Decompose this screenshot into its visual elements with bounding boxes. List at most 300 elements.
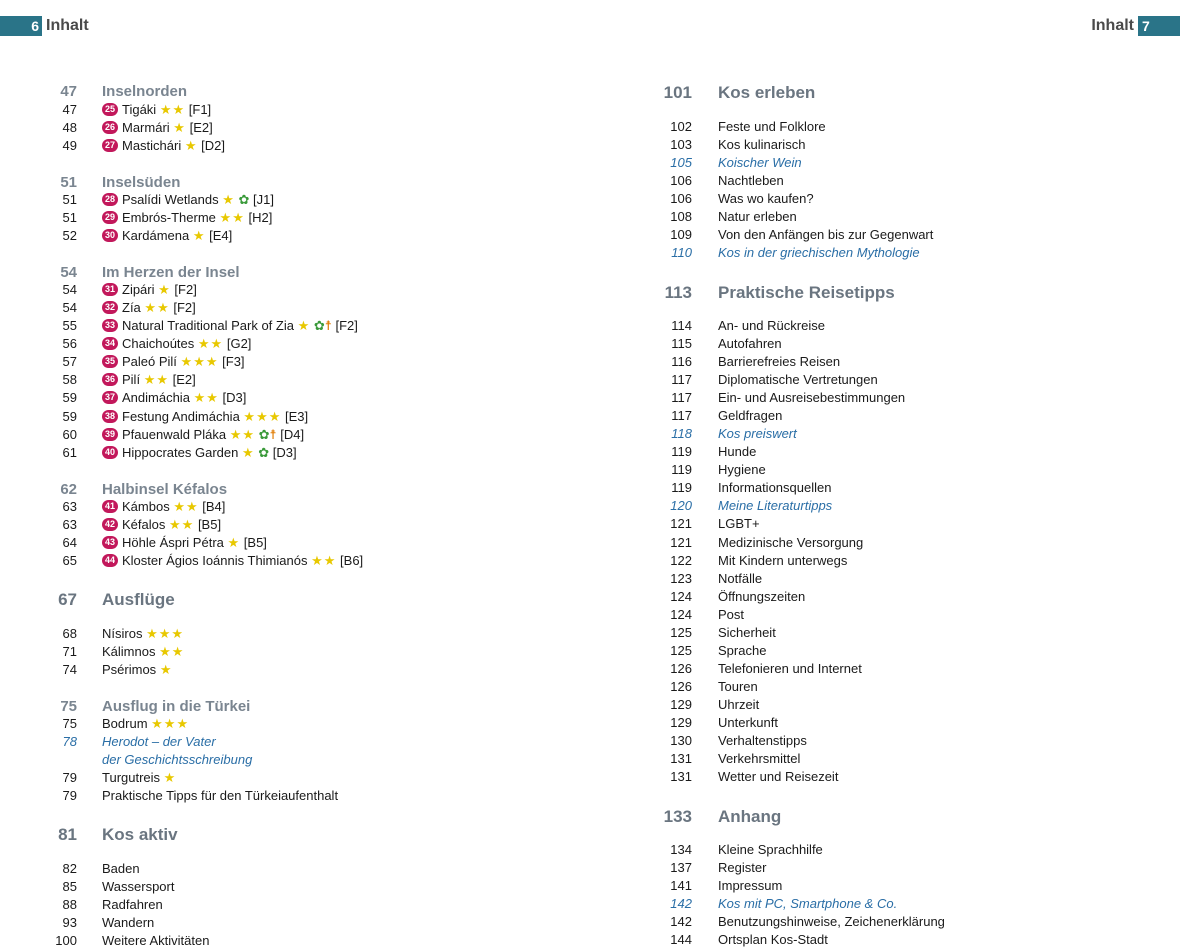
- entry-title-wrap: [718, 118, 826, 136]
- page-number: 47: [60, 83, 77, 100]
- entry-title-wrap: [718, 461, 766, 479]
- entry-title: Wassersport: [102, 879, 175, 894]
- entry-title-wrap: [718, 804, 781, 830]
- rating-stars-icon: ★★: [311, 553, 337, 568]
- map-reference: [B5]: [197, 517, 222, 532]
- entry-title: Kleine Sprachhilfe: [718, 842, 823, 857]
- entry-title: Notfälle: [718, 571, 763, 586]
- entry-title-wrap: [718, 353, 840, 371]
- entry-title-wrap: [718, 660, 862, 678]
- page-number: 119: [671, 444, 692, 459]
- entry-title: Benutzungshinweise, Zeichenerklärung: [718, 914, 945, 929]
- entry-title-wrap: [718, 515, 760, 533]
- entry-title: Hygiene: [718, 462, 766, 477]
- nature-clover-icon: ✿: [258, 427, 270, 442]
- page-number: 68: [62, 626, 77, 641]
- entry-title-wrap: [102, 932, 209, 950]
- entry-title-wrap: [102, 534, 267, 552]
- entry-title-wrap: [102, 643, 184, 661]
- place-number-badge: 30: [102, 229, 118, 242]
- entry-title-wrap: [718, 606, 744, 624]
- page-number: 129: [670, 697, 692, 712]
- entry-title-wrap: [718, 714, 778, 732]
- map-reference: [G2]: [226, 336, 252, 351]
- page-number: 137: [670, 860, 692, 875]
- entry-title-wrap: [102, 317, 358, 335]
- entry-title-wrap: [718, 768, 838, 786]
- place-number-badge: 29: [102, 211, 118, 224]
- entry-title-wrap: [102, 81, 187, 103]
- page-number: 105: [670, 155, 692, 170]
- entry-title: LGBT+: [718, 516, 760, 531]
- page-number: 123: [670, 571, 692, 586]
- entry-title-wrap: [718, 317, 825, 335]
- page-number: 61: [62, 445, 77, 460]
- entry-title-wrap: [102, 498, 225, 516]
- entry-title: Bodrum: [102, 716, 148, 731]
- entry-title-wrap: [718, 678, 758, 696]
- page-number: 125: [670, 643, 692, 658]
- entry-title: Verkehrsmittel: [718, 751, 801, 766]
- entry-title: Marmári: [122, 120, 170, 135]
- entry-title-wrap: [718, 588, 805, 606]
- entry-title-wrap: [102, 661, 172, 679]
- place-number-badge: 35: [102, 355, 118, 368]
- entry-title: Herodot – der Vater: [102, 734, 216, 749]
- entry-title-wrap: [718, 244, 920, 262]
- entry-title-wrap: [102, 227, 232, 245]
- page-number: 65: [62, 553, 77, 568]
- rating-stars-icon: ★★: [169, 517, 195, 532]
- entry-title-wrap: [102, 516, 221, 534]
- rating-stars-icon: ★: [163, 770, 177, 785]
- children-figure-icon: ☨: [324, 318, 332, 333]
- rating-stars-icon: ★★: [193, 390, 219, 405]
- entry-title-wrap: [718, 407, 782, 425]
- page-number: 74: [62, 662, 77, 677]
- entry-title-wrap: [102, 119, 213, 137]
- place-number-badge: 25: [102, 103, 118, 116]
- entry-title-wrap: [718, 389, 905, 407]
- nature-clover-icon: ✿: [313, 318, 325, 333]
- running-head-left: Inhalt: [46, 17, 89, 34]
- page-number: 113: [664, 283, 692, 302]
- place-number-badge: 32: [102, 301, 118, 314]
- entry-title: Diplomatische Vertretungen: [718, 372, 878, 387]
- page-number: 51: [62, 192, 77, 207]
- entry-title-wrap: [102, 408, 308, 426]
- entry-title: An- und Rückreise: [718, 318, 825, 333]
- entry-title-wrap: [718, 154, 802, 172]
- entry-title: Weitere Aktivitäten: [102, 933, 210, 948]
- page-number: 85: [62, 879, 77, 894]
- entry-title-wrap: [718, 877, 782, 895]
- entry-title: Mit Kindern unterwegs: [718, 553, 848, 568]
- rating-stars-icon: ★★: [144, 300, 170, 315]
- entry-title-wrap: [718, 841, 823, 859]
- entry-title: Kos mit PC, Smartphone & Co.: [718, 896, 898, 911]
- entry-title: Höhle Áspri Pétra: [122, 535, 224, 550]
- page-number: 125: [670, 625, 692, 640]
- entry-title-wrap: [102, 733, 216, 751]
- page-number: 49: [62, 138, 77, 153]
- page-number: 48: [62, 120, 77, 135]
- entry-title: Kloster Ágios Ioánnis Thimianós: [122, 553, 308, 568]
- entry-title-wrap: [102, 353, 245, 371]
- page-number: 142: [670, 896, 692, 911]
- map-reference: [F2]: [335, 318, 358, 333]
- entry-title: Sicherheit: [718, 625, 776, 640]
- rating-stars-icon: ★★: [219, 210, 245, 225]
- page-number: 101: [663, 83, 692, 102]
- entry-title: Geldfragen: [718, 408, 783, 423]
- place-number-badge: 40: [102, 446, 118, 459]
- rating-stars-icon: ★: [297, 318, 311, 333]
- entry-title-wrap: [102, 751, 252, 769]
- place-number-badge: 44: [102, 554, 118, 567]
- page-number: 134: [670, 842, 692, 857]
- page-number: 142: [670, 914, 692, 929]
- page-number: 47: [62, 102, 77, 117]
- page-number: 59: [62, 390, 77, 405]
- entry-title-wrap: [102, 389, 246, 407]
- page-number: 120: [670, 498, 692, 513]
- page-number: 109: [670, 227, 692, 242]
- entry-title: Natur erleben: [718, 209, 797, 224]
- entry-title-wrap: [718, 931, 828, 949]
- entry-title: Hunde: [718, 444, 757, 459]
- entry-title: Natural Traditional Park of Zia: [122, 318, 294, 333]
- entry-title: Inselsüden: [102, 174, 181, 191]
- place-number-badge: 26: [102, 121, 118, 134]
- map-reference: [D2]: [201, 138, 225, 153]
- entry-title: Nachtleben: [718, 173, 784, 188]
- entry-title: Festung Andimáchia: [122, 409, 240, 424]
- entry-title: Halbinsel Kéfalos: [102, 481, 228, 498]
- entry-title: Öffnungszeiten: [718, 589, 806, 604]
- page-number: 75: [62, 716, 77, 731]
- entry-title: Psérimos: [102, 662, 157, 677]
- page-number: 54: [62, 300, 77, 315]
- rating-stars-icon: ★: [241, 445, 255, 460]
- rating-stars-icon: ★★★: [180, 354, 219, 369]
- rating-stars-icon: ★: [227, 535, 241, 550]
- entry-title: Embrós-Therme: [122, 210, 216, 225]
- rating-stars-icon: ★: [222, 192, 235, 207]
- page-number: 60: [62, 427, 77, 442]
- rating-stars-icon: ★★: [229, 427, 256, 442]
- place-number-badge: 43: [102, 536, 118, 549]
- page-number: 82: [62, 861, 77, 876]
- place-number-badge: 34: [102, 337, 118, 350]
- running-head-right: Inhalt: [1091, 17, 1134, 34]
- entry-title-wrap: [718, 208, 797, 226]
- map-reference: [E4]: [209, 228, 233, 243]
- page-number: 110: [671, 245, 692, 260]
- entry-title-wrap: [718, 371, 878, 389]
- page-number: 126: [670, 679, 692, 694]
- map-reference: [F1]: [188, 102, 212, 117]
- page-number: 67: [58, 590, 77, 609]
- entry-title: Impressum: [718, 878, 783, 893]
- entry-title: Telefonieren und Internet: [718, 661, 862, 676]
- entry-title-wrap: [102, 587, 175, 613]
- page-number-tab-left: 6: [0, 16, 42, 36]
- rating-stars-icon: ★: [159, 662, 173, 677]
- page-number: 64: [62, 535, 77, 550]
- entry-title-wrap: [102, 191, 274, 209]
- nature-clover-icon: ✿: [258, 445, 270, 460]
- entry-title: Ortsplan Kos-Stadt: [718, 932, 828, 947]
- entry-title: Meine Literaturtipps: [718, 498, 833, 513]
- entry-title-wrap: [718, 642, 766, 660]
- entry-title: Ausflug in die Türkei: [102, 698, 251, 715]
- page-number: 129: [670, 715, 692, 730]
- page-number-tab-right: 7: [1138, 16, 1180, 36]
- page-number: 55: [62, 318, 77, 333]
- rating-stars-icon: ★: [184, 138, 198, 153]
- entry-title: Praktische Tipps für den Türkeiaufenthalt: [102, 788, 339, 803]
- page-number: 88: [62, 897, 77, 912]
- entry-title: Unterkunft: [718, 715, 778, 730]
- entry-title: Andimáchia: [122, 390, 190, 405]
- entry-title-wrap: [718, 190, 814, 208]
- page-number: 144: [670, 932, 692, 947]
- entry-title: Psalídi Wetlands: [122, 192, 219, 207]
- page-number: 131: [670, 751, 692, 766]
- page-number: 56: [62, 336, 77, 351]
- entry-title: Kálimnos: [102, 644, 156, 659]
- entry-title: Kos in der griechischen Mythologie: [718, 245, 920, 260]
- page-number: 124: [670, 607, 692, 622]
- rating-stars-icon: ★★: [197, 336, 224, 351]
- map-reference: [B5]: [243, 535, 267, 550]
- entry-title: Informationsquellen: [718, 480, 832, 495]
- rating-stars-icon: ★★★: [243, 409, 282, 424]
- entry-title: Kámbos: [122, 499, 170, 514]
- entry-title-wrap: [718, 443, 756, 461]
- entry-title-wrap: [102, 769, 176, 787]
- entry-title: Autofahren: [718, 336, 782, 351]
- place-number-badge: 39: [102, 428, 118, 441]
- place-number-badge: 37: [102, 391, 118, 404]
- entry-title-wrap: [102, 209, 272, 227]
- place-number-badge: 42: [102, 518, 118, 531]
- entry-title-wrap: [718, 624, 776, 642]
- map-reference: [F3]: [222, 354, 245, 369]
- map-reference: [E2]: [172, 372, 196, 387]
- page-number: 130: [670, 733, 692, 748]
- entry-title-wrap: [718, 732, 807, 750]
- entry-title-wrap: [718, 136, 805, 154]
- entry-title: Kos preiswert: [718, 426, 797, 441]
- children-figure-icon: ☨: [269, 427, 277, 442]
- entry-title: Post: [718, 607, 745, 622]
- page-number: 81: [58, 825, 77, 844]
- entry-title-wrap: [718, 479, 831, 497]
- page-number: 78: [62, 734, 77, 749]
- entry-title: Kos erleben: [718, 83, 816, 102]
- page-number: 117: [671, 372, 692, 387]
- entry-title-wrap: [718, 335, 782, 353]
- entry-title: Kos aktiv: [102, 825, 178, 844]
- page-number: 100: [55, 933, 77, 948]
- entry-title: Wetter und Reisezeit: [718, 769, 839, 784]
- page-number: 51: [60, 174, 77, 191]
- page-number: 51: [62, 210, 77, 225]
- entry-title-wrap: [102, 625, 184, 643]
- page-number: 121: [670, 516, 692, 531]
- entry-title-wrap: [102, 335, 251, 353]
- entry-title: Feste und Folklore: [718, 119, 826, 134]
- entry-title: Hippocrates Garden: [122, 445, 239, 460]
- entry-title: Medizinische Versorgung: [718, 535, 864, 550]
- entry-title: Kos kulinarisch: [718, 137, 806, 152]
- page-number: 63: [62, 499, 77, 514]
- entry-title: der Geschichtsschreibung: [102, 752, 253, 767]
- entry-title-wrap: [718, 913, 945, 931]
- entry-title-wrap: [718, 895, 897, 913]
- page-number: 119: [671, 462, 692, 477]
- page-number: 117: [671, 408, 692, 423]
- page-number: 114: [671, 318, 692, 333]
- entry-title: Sprache: [718, 643, 767, 658]
- entry-title-wrap: [718, 552, 847, 570]
- entry-title: Ein- und Ausreisebestimmungen: [718, 390, 906, 405]
- page-number: 116: [671, 354, 692, 369]
- entry-title-wrap: [718, 859, 766, 877]
- page-number: 115: [671, 336, 692, 351]
- entry-title: Tigáki: [122, 102, 157, 117]
- entry-title-wrap: [102, 371, 196, 389]
- page-number: 108: [670, 209, 692, 224]
- entry-title-wrap: [718, 425, 797, 443]
- place-number-badge: 33: [102, 319, 118, 332]
- entry-title-wrap: [718, 280, 895, 306]
- entry-title: Zipári: [122, 282, 155, 297]
- entry-title-wrap: [102, 281, 197, 299]
- page-number: 103: [670, 137, 692, 152]
- page-number: 54: [62, 282, 77, 297]
- page-number: 131: [670, 769, 692, 784]
- entry-title: Anhang: [718, 807, 782, 826]
- rating-stars-icon: ★: [192, 228, 206, 243]
- entry-title-wrap: [718, 534, 863, 552]
- entry-title-wrap: [102, 715, 189, 733]
- rating-stars-icon: ★★: [173, 499, 199, 514]
- entry-title-wrap: [102, 860, 140, 878]
- page-number: 117: [671, 390, 692, 405]
- entry-title: Kéfalos: [122, 517, 166, 532]
- map-reference: [D3]: [222, 390, 247, 405]
- entry-title: Nísiros: [102, 626, 143, 641]
- place-number-badge: 38: [102, 410, 118, 423]
- entry-title: Turgutreis: [102, 770, 161, 785]
- entry-title-wrap: [102, 137, 225, 155]
- entry-title-wrap: [718, 750, 800, 768]
- place-number-badge: 31: [102, 283, 118, 296]
- rating-stars-icon: ★★: [159, 102, 186, 117]
- page-number: 106: [670, 191, 692, 206]
- entry-title-wrap: [102, 787, 338, 805]
- page-number: 126: [670, 661, 692, 676]
- map-reference: [F2]: [174, 282, 197, 297]
- page-number: 59: [62, 409, 77, 424]
- entry-title: Koischer Wein: [718, 155, 802, 170]
- map-reference: [B6]: [340, 553, 364, 568]
- page-number: 79: [62, 770, 77, 785]
- entry-title-wrap: [102, 822, 178, 848]
- entry-title: Was wo kaufen?: [718, 191, 814, 206]
- map-reference: [B4]: [202, 499, 226, 514]
- rating-stars-icon: ★★★: [151, 716, 190, 731]
- rating-stars-icon: ★★★: [146, 626, 185, 641]
- page-number: 141: [670, 878, 692, 893]
- map-reference: [H2]: [248, 210, 273, 225]
- place-number-badge: 41: [102, 500, 118, 513]
- page-number: 102: [670, 119, 692, 134]
- map-reference: [E3]: [285, 409, 309, 424]
- page-number: 79: [62, 788, 77, 803]
- entry-title: Ausflüge: [102, 590, 175, 609]
- page-number: 119: [671, 480, 692, 495]
- entry-title: Barrierefreies Reisen: [718, 354, 841, 369]
- entry-title: Verhaltenstipps: [718, 733, 807, 748]
- page-number: 57: [62, 354, 77, 369]
- rating-stars-icon: ★★: [143, 372, 169, 387]
- entry-title: Mastichári: [122, 138, 182, 153]
- page-number: 63: [62, 517, 77, 532]
- page-number: 52: [62, 228, 77, 243]
- entry-title: Pfauenwald Pláka: [122, 427, 227, 442]
- entry-title: Kardámena: [122, 228, 190, 243]
- entry-title-wrap: [718, 226, 933, 244]
- entry-title-wrap: [718, 172, 784, 190]
- place-number-badge: 27: [102, 139, 118, 152]
- entry-title: Register: [718, 860, 767, 875]
- map-reference: [J1]: [253, 192, 274, 207]
- entry-title-wrap: [718, 570, 762, 588]
- rating-stars-icon: ★★: [159, 644, 185, 659]
- entry-title: Wandern: [102, 915, 155, 930]
- entry-title: Uhrzeit: [718, 697, 760, 712]
- entry-title: Chaichoútes: [122, 336, 195, 351]
- page-number: 106: [670, 173, 692, 188]
- entry-title: Touren: [718, 679, 758, 694]
- entry-title: Baden: [102, 861, 140, 876]
- entry-title-wrap: [718, 696, 759, 714]
- entry-title-wrap: [718, 80, 815, 106]
- entry-title-wrap: [102, 896, 163, 914]
- entry-title-wrap: [718, 497, 832, 515]
- page-number: 75: [60, 698, 77, 715]
- map-reference: [D4]: [280, 427, 305, 442]
- entry-title: Paleó Pilí: [122, 354, 177, 369]
- entry-title-wrap: [102, 101, 211, 119]
- entry-title: Von den Anfängen bis zur Gegenwart: [718, 227, 934, 242]
- page-number: 122: [670, 553, 692, 568]
- entry-title-wrap: [102, 878, 174, 896]
- page-number: 121: [670, 535, 692, 550]
- nature-clover-icon: ✿: [238, 192, 250, 207]
- entry-title-wrap: [102, 552, 363, 570]
- entry-title: Radfahren: [102, 897, 163, 912]
- map-reference: [D3]: [272, 445, 297, 460]
- page-number: 124: [670, 589, 692, 604]
- entry-title: Praktische Reisetipps: [718, 283, 895, 302]
- entry-title: Inselnorden: [102, 83, 188, 100]
- entry-title: Zía: [122, 300, 141, 315]
